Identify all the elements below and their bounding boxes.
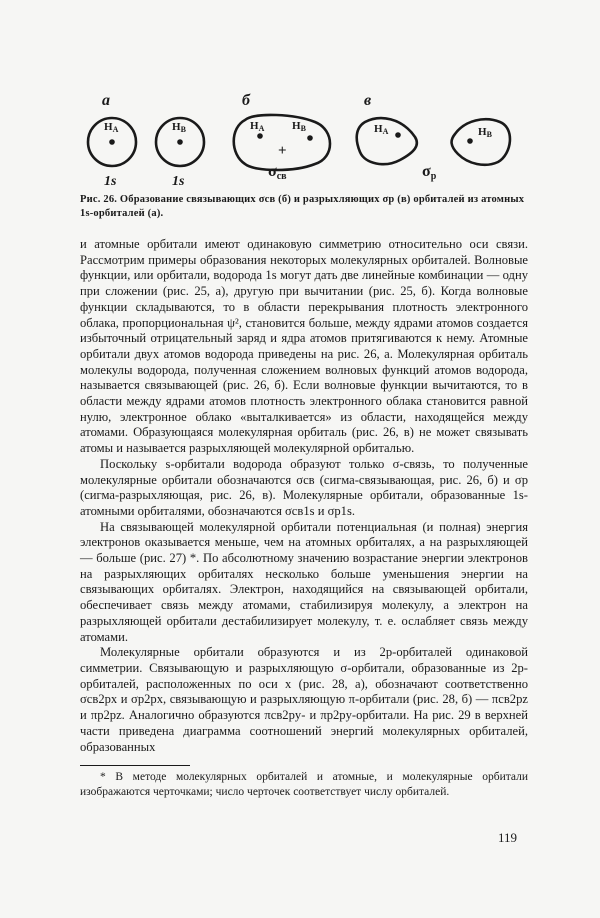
footnote-text: * В методе молекулярных орбиталей и атомные, и молекулярные орбитали изображаются черточками; число черточек соответствует числу орбиталей.	[80, 771, 528, 798]
atom-label: HB	[478, 126, 492, 139]
orbital-label-sigma-antibonding: σр	[422, 163, 437, 182]
figure-caption: Рис. 26. Образование связывающих σсв (б) и разрыхляющих σр (в) орбиталей из атомных 1s-орбиталей (а).	[80, 194, 525, 219]
antibonding-lobe-left	[357, 118, 417, 164]
atom-label: HB	[172, 121, 186, 134]
panel-letter-v: в	[364, 92, 372, 109]
nucleus-dot	[177, 139, 183, 145]
page-number: 119	[498, 830, 518, 845]
paragraph: На связывающей молекулярной орбитали потенциальная (и полная) энергия электронов оказывается меньше, чем на атомных орбиталях, а на разрыхляющей — больше (рис. 27) *. По абсолютному значению возрастание энергии электронов на разрыхляющих орбиталях несколько больше уменьшения энергии на связывающих орбиталях. Электрон, находящийся на связывающей орбитали, обеспечивает связь между атомами, стабилизируя молекулу, а электрон на разрыхляющей орбитали дестабилизирует молекулу, т. е. ослабляет связь между атомами.	[80, 519, 528, 644]
panel-letter-a: а	[102, 92, 110, 109]
atom-label: HA	[374, 123, 389, 136]
orbital-label-1s: 1s	[104, 174, 117, 189]
paragraph: Поскольку s-орбитали водорода образуют только σ-связь, то полученные молекулярные орбитали обозначаются σсв (сигма-связывающая, рис. 26, б) и σр (сигма-разрыхляющая, рис. 26, в). Молекулярные орбитали, образованные 1s-атомными орбиталями, обозначаются σсв1s и σр1s.	[80, 456, 528, 518]
orbital-label-1s: 1s	[172, 174, 185, 189]
orbital-diagram	[80, 92, 530, 192]
nucleus-dot	[467, 138, 473, 144]
paragraph: и атомные орбитали имеют одинаковую симметрию относительно оси связи. Рассмотрим примеры образования некоторых молекулярных орбиталей. Волновые функции, или орбитали, водорода 1s могут дать две линейные комбинации — одну при сложении (рис. 25, а), другую при вычитании (рис. 25, б). Когда волновые функции складываются, то в области перекрывания плотность электронного облака, пропорциональная ψ², становится больше, между ядрами атомов создается избыточный отрицательный заряд и ядра атомов притягиваются к нему. Атомные орбитали двух атомов водорода приведены на рис. 26, а. Молекулярная орбиталь молекулы водорода, полученная сложением волновых функций атомов водорода, называется связывающей (рис. 26, б). Если волновые функции вычитаются, то в области между ядрами атомов плотность электронного облака становится равной нулю, электронное облако «выталкивается» из области, находящейся между атомами. Образующаяся молекулярная орбиталь (рис. 26, в) не может связывать атомы и называется разрыхляющей молекулярной орбиталью.	[80, 237, 528, 456]
figure-26	[80, 92, 530, 192]
main-text	[80, 237, 528, 755]
panel-letter-b: б	[242, 92, 250, 109]
footnote-divider	[80, 765, 190, 766]
nucleus-dot	[307, 135, 313, 141]
nucleus-dot	[257, 133, 263, 139]
atom-label: HB	[292, 120, 306, 133]
orbital-label-sigma-bonding: σсв	[268, 163, 287, 182]
nucleus-dot	[395, 132, 401, 138]
plus-sign: +	[278, 143, 287, 159]
nucleus-dot	[109, 139, 115, 145]
paragraph: Молекулярные орбитали образуются и из 2p-орбиталей одинаковой симметрии. Связывающую и разрыхляющую σ-орбитали, образованные из 2p-орбиталей, расположенных по оси x (рис. 28, а), обозначают соответственно σсв2px и σр2px, связывающую и разрыхляющую π-орбитали (рис. 28, б) — πсв2pz и πр2pz. Аналогично образуются πсв2py- и πр2py-орбитали. На рис. 29 в верхней части приведена диаграмма соотношений энергий молекулярных орбиталей, образованных	[80, 645, 528, 754]
footnote	[80, 770, 528, 799]
atom-label: HA	[250, 120, 265, 133]
atom-label: HA	[104, 121, 119, 134]
